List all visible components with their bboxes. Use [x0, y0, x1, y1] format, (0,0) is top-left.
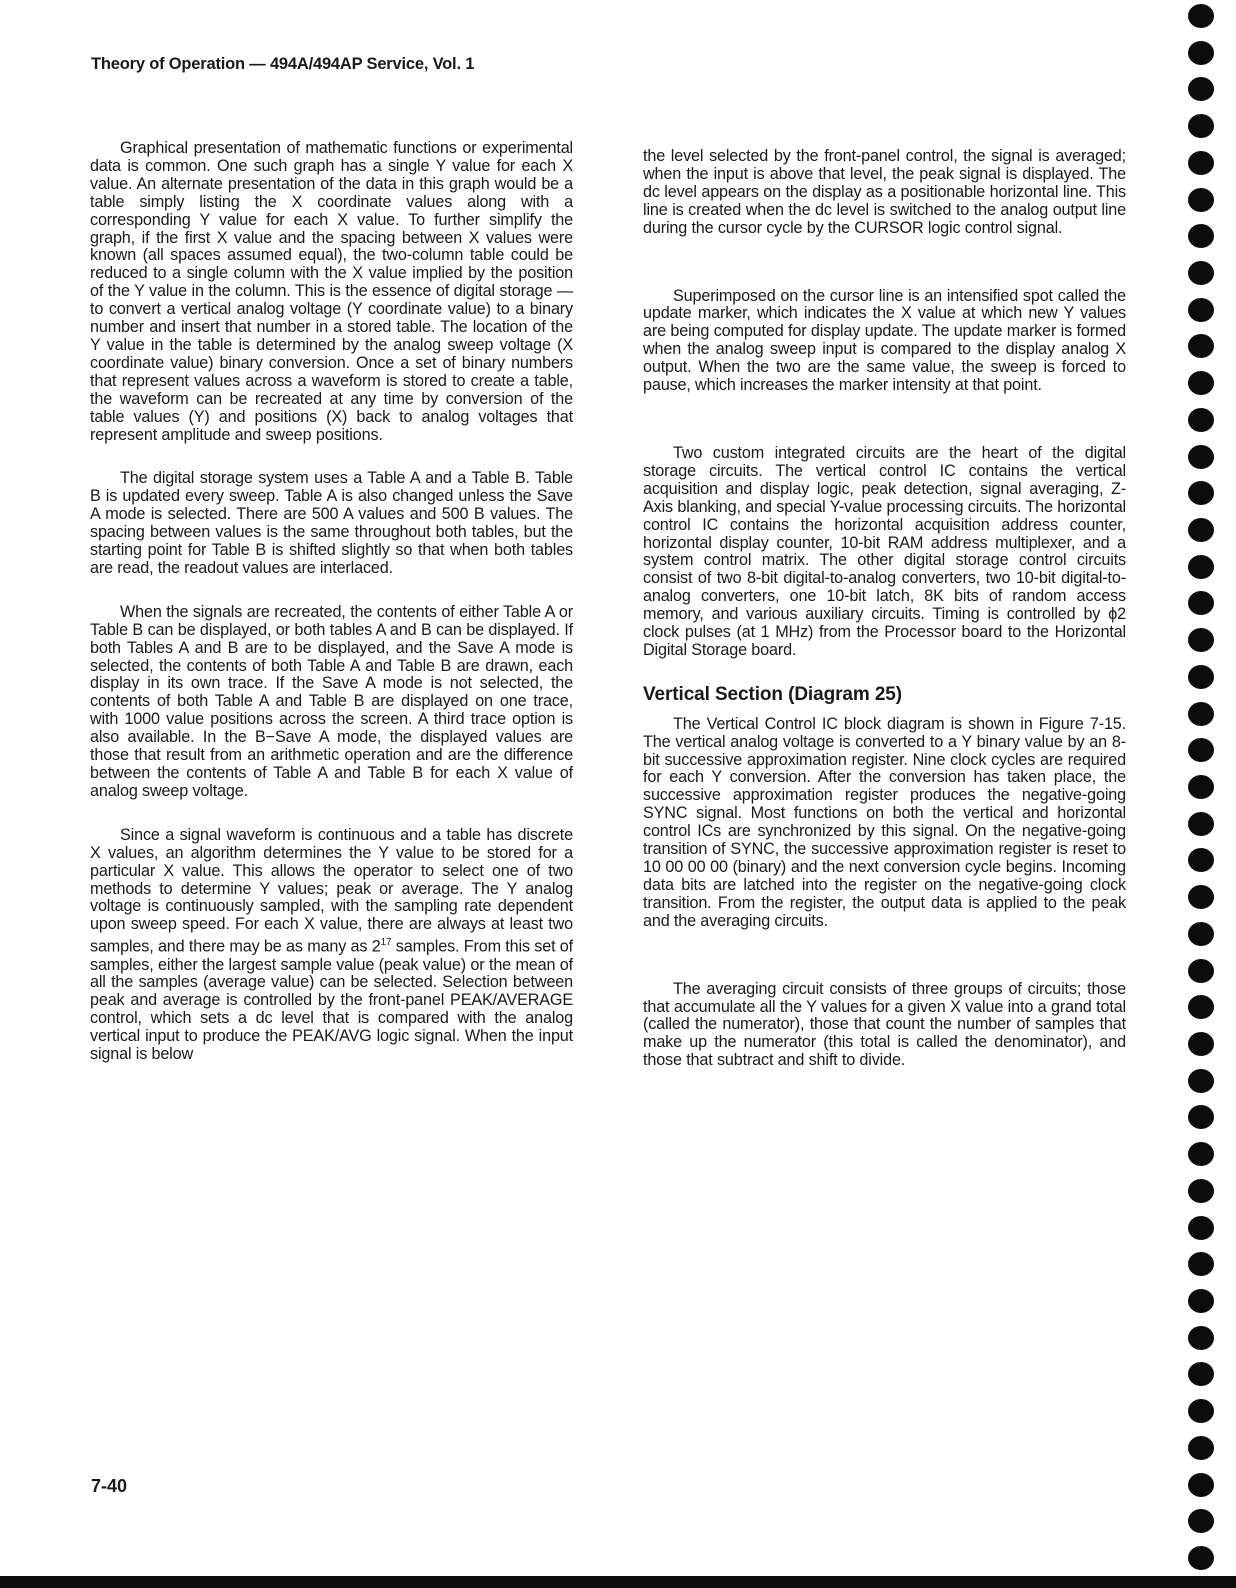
binder-hole: [1188, 1473, 1214, 1497]
binder-hole: [1188, 702, 1214, 726]
paragraph-table-a-b: The digital storage system uses a Table A and a Table B. Table B is updated every sweep. Table A is also changed unless the Save A mode is selected. There are 500 A values and 500 B values. The spacing between values is the same throughout both tables, but the starting point for Table B is shifted slightly so that when both tables are read, the readout values are interlaced.: [90, 469, 573, 577]
paragraph-continuation: the level selected by the front-panel control, the signal is averaged; when the input is above that level, the peak signal is displayed. The dc level appears on the display as a positionable horizontal line. This line is created when the dc level is switched to the analog output line during the cursor cycle by the CURSOR logic control signal.: [643, 147, 1126, 237]
binder-hole: [1188, 775, 1214, 799]
paragraph-vertical-control: The Vertical Control IC block diagram is shown in Figure 7-15. The vertical analog voltage is converted to a Y binary value by an 8-bit successive approximation register. Nine clock cycles are required for each Y conversion. After the conversion has taken place, the successive approximation register produces the negative-going SYNC signal. Most functions on both the vertical and horizontal control ICs are synchronized by this signal. On the negative-going transition of SYNC, the successive approximation register is reset to 10 00 00 00 (binary) and the next conversion cycle begins. Incoming data bits are latched into the register on the negative-going clock transition. From the register, the output data is applied to the peak and the averaging circuits.: [643, 714, 1126, 930]
binder-hole: [1188, 848, 1214, 872]
running-header: Theory of Operation — 494A/494AP Service, Vol. 1: [91, 55, 475, 73]
binder-hole: [1188, 334, 1214, 358]
binder-hole: [1188, 518, 1214, 542]
binder-hole: [1188, 371, 1214, 395]
custom-ic-text-end: clock pulses (at 1 MHz) from the Processor board to the Horizontal Digital Storage board.: [643, 623, 1126, 659]
binder-hole: [1188, 995, 1214, 1019]
binder-hole: [1188, 665, 1214, 689]
binder-hole: [1188, 591, 1214, 615]
binder-hole: [1188, 77, 1214, 101]
binder-hole: [1188, 481, 1214, 505]
binder-hole: [1188, 1399, 1214, 1423]
binder-hole: [1188, 261, 1214, 285]
binder-hole: [1188, 922, 1214, 946]
binder-hole: [1188, 1436, 1214, 1460]
binder-hole: [1188, 959, 1214, 983]
binder-hole: [1188, 1252, 1214, 1276]
paragraph-signals-recreated: When the signals are recreated, the contents of either Table A or Table B can be displayed, or both tables A and B can be displayed. If both Tables A and B are to be displayed, and the Save A mode is selected, the contents of both Table A and Table B are drawn, each display in its own trace. If the Save A mode is not selected, the contents of both Table A and Table B are displayed on one trace, with 1000 value positions across the screen. A third trace option is also available. In the B−Save A mode, the displayed values are those that result from an arithmetic operation and are the difference between the contents of Table A and Table B for each X value of analog sweep voltage.: [90, 602, 573, 800]
binder-hole: [1188, 1069, 1214, 1093]
binder-hole: [1188, 1179, 1214, 1203]
custom-ic-text-start: Two custom integrated circuits are the heart of the digital storage circuits. The vertical control IC contains the vertical acquisition and display logic, peak detection, signal averaging, Z-Axis blanking, and special Y-value processing circuits. The horizontal control IC contains the horizontal acquisition address counter, horizontal display counter, 10-bit RAM address multiplexer, and a system control matrix. The other digital storage control circuits consist of two 8-bit digital-to-analog converters, two 10-bit digital-to-analog converters, one 10-bit latch, 8K bits of random access memory, and various auxiliary circuits. Timing is controlled by: [643, 443, 1126, 624]
binder-hole: [1188, 114, 1214, 138]
binder-hole: [1188, 41, 1214, 65]
binder-hole: [1188, 1326, 1214, 1350]
binder-hole: [1188, 1509, 1214, 1533]
binder-hole: [1188, 885, 1214, 909]
paragraph-averaging-circuit: The averaging circuit consists of three groups of circuits; those that accumulate all the Y values for a given X value into a grand total (called the numerator), those that count the number of samples that make up the numerator (this total is called the denominator), and those that subtract and shift to divide.: [643, 979, 1126, 1070]
phi2-symbol: ϕ2: [1108, 605, 1126, 624]
binder-hole: [1188, 408, 1214, 432]
paragraph-custom-ics: [643, 445, 1126, 660]
binder-hole: [1188, 555, 1214, 579]
sampling-text-start: Since a signal waveform is continuous and a table has discrete X values, an algorithm determines the Y value to be stored for a particular X value. This allows the operator to select one of two methods to determine Y values; peak or average. The Y analog voltage is continuously sampled, with the sampling rate dependent upon sweep speed. For each X value, there are always at least two samples, and there may be as many as 2: [90, 825, 573, 956]
binder-hole: [1188, 298, 1214, 322]
binder-hole: [1188, 738, 1214, 762]
right-column: [643, 148, 1126, 1070]
binder-hole: [1188, 628, 1214, 652]
left-column: [90, 140, 573, 1064]
binder-hole: [1188, 1289, 1214, 1313]
paragraph-graphical-presentation: Graphical presentation of mathematic functions or experimental data is common. One such graph has a single Y value for each X value. An alternate presentation of the data in this graph would be a table simply listing the X coordinate values along with a corresponding Y value for each X value. To further simplify the graph, if the first X value and the spacing between X values were known (all spaces assumed equal), the two-column table could be reduced to a single column with the X value implied by the position of the Y value in the column. This is the essence of digital storage — to convert a vertical analog voltage (Y coordinate value) to a binary number and insert that number in a stored table. The location of the Y value in the table is determined by the analog sweep voltage (X coordinate value) binary conversion. Once a set of binary numbers that represent values across a waveform is stored to create a table, the waveform can be recreated at any time by conversion of the table values (Y) and positions (X) back to analog voltages that represent amplitude and sweep positions.: [90, 139, 573, 444]
binder-hole: [1188, 812, 1214, 836]
bottom-edge-bar: [0, 1576, 1236, 1588]
binder-hole: [1188, 1362, 1214, 1386]
exponent-superscript: 17: [380, 937, 392, 949]
binder-hole: [1188, 4, 1214, 28]
paragraph-peak-average: [90, 827, 573, 1064]
binder-hole: [1188, 1032, 1214, 1056]
binder-hole-strip: [1180, 0, 1236, 1588]
page-number: 7-40: [91, 1476, 128, 1496]
binder-hole: [1188, 1546, 1214, 1570]
sampling-text-end: samples. From this set of samples, either the largest sample value (peak value) or the mean of all the samples (average value) can be selected. Selection between peak and average is controlled by the front-panel PEAK/AVERAGE control, which sets a dc level that is compared with the analog vertical input to produce the PEAK/AVG logic signal. When the input signal is below: [90, 937, 573, 1064]
binder-hole: [1188, 188, 1214, 212]
binder-hole: [1188, 1142, 1214, 1166]
section-heading-vertical: Vertical Section (Diagram 25): [643, 683, 902, 705]
binder-hole: [1188, 1216, 1214, 1240]
binder-hole: [1188, 224, 1214, 248]
binder-hole: [1188, 151, 1214, 175]
paragraph-update-marker: Superimposed on the cursor line is an intensified spot called the update marker, which indicates the X value at which new Y values are being computed for display update. The update marker is formed when the analog sweep input is compared to the display analog X output. When the two are the same value, the sweep is forced to pause, which increases the marker intensity at that point.: [643, 286, 1126, 395]
binder-hole: [1188, 1105, 1214, 1129]
binder-hole: [1188, 445, 1214, 469]
